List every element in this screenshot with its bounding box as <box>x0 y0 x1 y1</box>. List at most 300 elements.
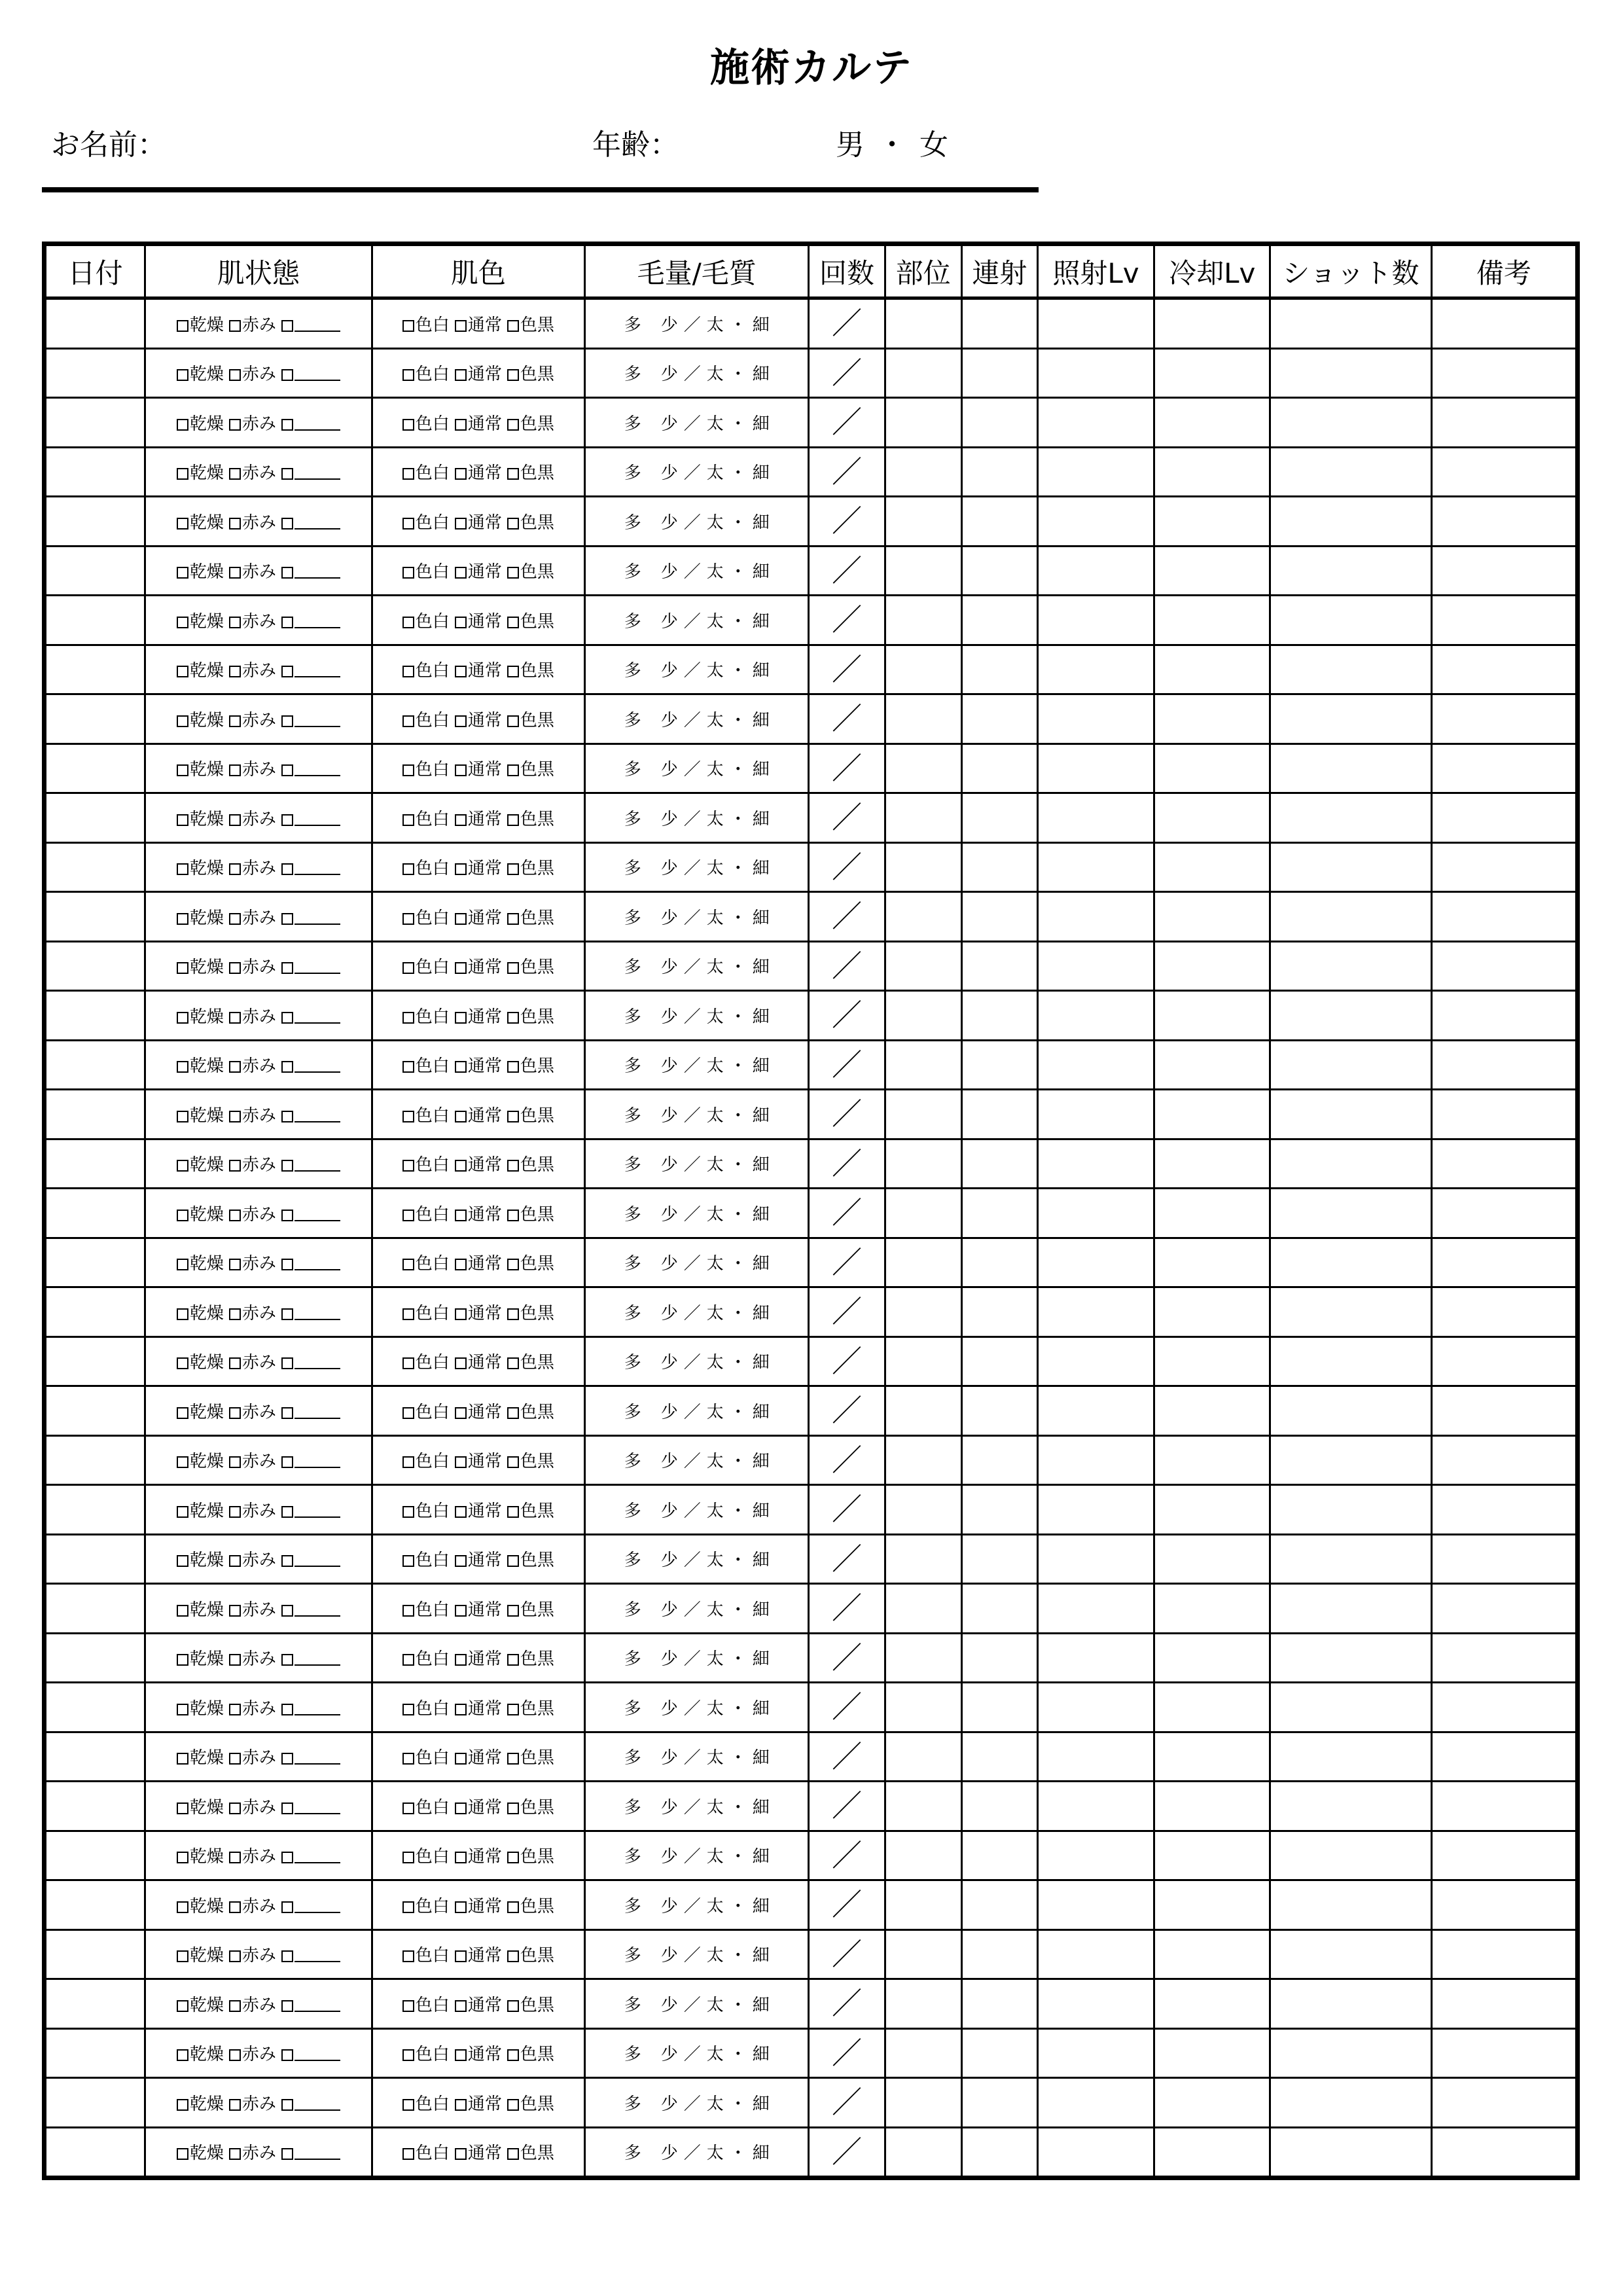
checkbox-dry[interactable] <box>177 905 224 929</box>
checkbox-other[interactable] <box>281 810 340 829</box>
hair-many[interactable]: 多 <box>624 710 641 730</box>
other-blank-line[interactable] <box>294 2096 340 2111</box>
checkbox-fair[interactable] <box>402 509 450 533</box>
count-cell[interactable] <box>809 1534 885 1584</box>
hair-many[interactable]: 多 <box>624 859 641 879</box>
rapid-fire-cell[interactable] <box>961 1534 1037 1584</box>
body-part-cell[interactable] <box>885 1435 961 1485</box>
rapid-fire-cell[interactable] <box>961 1831 1037 1880</box>
checkbox-fair[interactable] <box>402 954 450 978</box>
hair-thick[interactable]: 太 <box>706 2094 724 2114</box>
hair-thin[interactable]: 細 <box>752 1847 770 1867</box>
checkbox-fair[interactable] <box>402 1942 450 1966</box>
checkbox-other[interactable] <box>281 711 340 730</box>
checkbox-normal[interactable] <box>455 1794 502 1818</box>
body-part-cell[interactable] <box>885 1929 961 1979</box>
checkbox-other[interactable] <box>281 1798 340 1818</box>
checkbox-redness[interactable] <box>229 1498 276 1522</box>
hair-thick[interactable]: 太 <box>706 661 724 681</box>
body-part-cell[interactable] <box>885 1584 961 1634</box>
shot-count-cell[interactable] <box>1270 1435 1431 1485</box>
date-cell[interactable] <box>45 596 145 645</box>
count-cell[interactable] <box>809 1040 885 1090</box>
hair-many[interactable]: 多 <box>624 661 641 681</box>
other-blank-line[interactable] <box>294 1405 340 1419</box>
irradiation-level-cell[interactable] <box>1037 497 1154 547</box>
rapid-fire-cell[interactable] <box>961 596 1037 645</box>
irradiation-level-cell[interactable] <box>1037 2028 1154 2078</box>
rapid-fire-cell[interactable] <box>961 1040 1037 1090</box>
checkbox-dry[interactable] <box>177 1498 224 1522</box>
cooling-level-cell[interactable] <box>1154 1485 1270 1535</box>
hair-few[interactable]: 少 <box>660 562 678 583</box>
notes-cell[interactable] <box>1431 1386 1577 1436</box>
other-blank-line[interactable] <box>294 465 340 480</box>
checkbox-fair[interactable] <box>402 905 450 929</box>
hair-thin[interactable]: 細 <box>752 1797 770 1818</box>
shot-count-cell[interactable] <box>1270 1040 1431 1090</box>
body-part-cell[interactable] <box>885 694 961 744</box>
count-cell[interactable] <box>809 744 885 793</box>
checkbox-fair[interactable] <box>402 657 450 681</box>
notes-cell[interactable] <box>1431 1485 1577 1535</box>
date-cell[interactable] <box>45 1336 145 1386</box>
checkbox-redness[interactable] <box>229 954 276 978</box>
rapid-fire-cell[interactable] <box>961 991 1037 1041</box>
date-cell[interactable] <box>45 348 145 398</box>
checkbox-dry[interactable] <box>177 608 224 632</box>
hair-few[interactable]: 少 <box>660 1105 678 1126</box>
hair-thin[interactable]: 細 <box>752 661 770 681</box>
hair-many[interactable]: 多 <box>624 809 641 829</box>
hair-many[interactable]: 多 <box>624 1501 641 1521</box>
checkbox-redness[interactable] <box>229 1992 276 2016</box>
checkbox-redness[interactable] <box>229 1596 276 1621</box>
checkbox-fair[interactable] <box>402 312 450 336</box>
other-blank-line[interactable] <box>294 762 340 776</box>
date-cell[interactable] <box>45 1139 145 1189</box>
cooling-level-cell[interactable] <box>1154 1782 1270 1831</box>
checkbox-dry[interactable] <box>177 1843 224 1867</box>
notes-cell[interactable] <box>1431 1929 1577 1979</box>
checkbox-redness[interactable] <box>229 459 276 484</box>
notes-cell[interactable] <box>1431 1633 1577 1683</box>
checkbox-dry[interactable] <box>177 361 224 385</box>
count-cell[interactable] <box>809 1683 885 1732</box>
hair-many[interactable]: 多 <box>624 958 641 978</box>
checkbox-other[interactable] <box>281 859 340 878</box>
cooling-level-cell[interactable] <box>1154 348 1270 398</box>
notes-cell[interactable] <box>1431 1336 1577 1386</box>
checkbox-dry[interactable] <box>177 1151 224 1175</box>
body-part-cell[interactable] <box>885 298 961 349</box>
checkbox-other[interactable] <box>281 1897 340 1916</box>
hair-thin[interactable]: 細 <box>752 365 770 385</box>
notes-cell[interactable] <box>1431 1683 1577 1732</box>
hair-thin[interactable]: 細 <box>752 710 770 730</box>
checkbox-redness[interactable] <box>229 1893 276 1917</box>
checkbox-normal[interactable] <box>455 855 502 879</box>
hair-many[interactable]: 多 <box>624 414 641 434</box>
hair-many[interactable]: 多 <box>624 1847 641 1867</box>
checkbox-other[interactable] <box>281 760 340 780</box>
checkbox-dry[interactable] <box>177 1052 224 1077</box>
cooling-level-cell[interactable] <box>1154 941 1270 991</box>
rapid-fire-cell[interactable] <box>961 941 1037 991</box>
other-blank-line[interactable] <box>294 367 340 381</box>
hair-few[interactable]: 少 <box>660 1748 678 1768</box>
shot-count-cell[interactable] <box>1270 2127 1431 2178</box>
other-blank-line[interactable] <box>294 1009 340 1024</box>
cooling-level-cell[interactable] <box>1154 645 1270 694</box>
checkbox-dry[interactable] <box>177 1003 224 1028</box>
hair-few[interactable]: 少 <box>660 1452 678 1472</box>
checkbox-dry[interactable] <box>177 1596 224 1621</box>
irradiation-level-cell[interactable] <box>1037 1979 1154 2029</box>
checkbox-other[interactable] <box>281 1748 340 1768</box>
name-field[interactable] <box>51 126 166 165</box>
hair-thin[interactable]: 細 <box>752 1056 770 1077</box>
date-cell[interactable] <box>45 1633 145 1683</box>
notes-cell[interactable] <box>1431 892 1577 942</box>
checkbox-normal[interactable] <box>455 1547 502 1571</box>
hair-thin[interactable]: 細 <box>752 1698 770 1719</box>
hair-few[interactable]: 少 <box>660 315 678 335</box>
body-part-cell[interactable] <box>885 1287 961 1337</box>
hair-many[interactable]: 多 <box>624 365 641 385</box>
cooling-level-cell[interactable] <box>1154 744 1270 793</box>
checkbox-fair[interactable] <box>402 459 450 484</box>
irradiation-level-cell[interactable] <box>1037 892 1154 942</box>
checkbox-dark[interactable] <box>507 1992 554 2016</box>
hair-thick[interactable]: 太 <box>706 1896 724 1916</box>
hair-few[interactable]: 少 <box>660 1551 678 1571</box>
body-part-cell[interactable] <box>885 991 961 1041</box>
irradiation-level-cell[interactable] <box>1037 1782 1154 1831</box>
hair-many[interactable]: 多 <box>624 1698 641 1719</box>
date-cell[interactable] <box>45 1683 145 1732</box>
notes-cell[interactable] <box>1431 447 1577 497</box>
checkbox-redness[interactable] <box>229 1942 276 1966</box>
checkbox-redness[interactable] <box>229 1300 276 1324</box>
notes-cell[interactable] <box>1431 1584 1577 1634</box>
checkbox-dry[interactable] <box>177 707 224 731</box>
notes-cell[interactable] <box>1431 1782 1577 1831</box>
checkbox-dark[interactable] <box>507 1893 554 1917</box>
hair-thick[interactable]: 太 <box>706 463 724 484</box>
checkbox-dry[interactable] <box>177 756 224 780</box>
date-cell[interactable] <box>45 645 145 694</box>
notes-cell[interactable] <box>1431 941 1577 991</box>
cooling-level-cell[interactable] <box>1154 2127 1270 2178</box>
count-cell[interactable] <box>809 2078 885 2128</box>
checkbox-dry[interactable] <box>177 954 224 978</box>
shot-count-cell[interactable] <box>1270 1139 1431 1189</box>
checkbox-fair[interactable] <box>402 410 450 435</box>
other-blank-line[interactable] <box>294 564 340 579</box>
checkbox-dark[interactable] <box>507 1250 554 1274</box>
irradiation-level-cell[interactable] <box>1037 1090 1154 1139</box>
other-blank-line[interactable] <box>294 1552 340 1567</box>
hair-many[interactable]: 多 <box>624 2045 641 2065</box>
cooling-level-cell[interactable] <box>1154 1386 1270 1436</box>
shot-count-cell[interactable] <box>1270 398 1431 448</box>
checkbox-normal[interactable] <box>455 1744 502 1768</box>
shot-count-cell[interactable] <box>1270 1584 1431 1634</box>
irradiation-level-cell[interactable] <box>1037 1584 1154 1634</box>
hair-thick[interactable]: 太 <box>706 1551 724 1571</box>
checkbox-other[interactable] <box>281 1205 340 1225</box>
hair-thick[interactable]: 太 <box>706 1254 724 1274</box>
notes-cell[interactable] <box>1431 645 1577 694</box>
hair-few[interactable]: 少 <box>660 1254 678 1274</box>
other-blank-line[interactable] <box>294 1998 340 2012</box>
notes-cell[interactable] <box>1431 1139 1577 1189</box>
irradiation-level-cell[interactable] <box>1037 1040 1154 1090</box>
checkbox-dark[interactable] <box>507 509 554 533</box>
other-blank-line[interactable] <box>294 1058 340 1073</box>
body-part-cell[interactable] <box>885 1238 961 1287</box>
body-part-cell[interactable] <box>885 497 961 547</box>
hair-few[interactable]: 少 <box>660 1698 678 1719</box>
rapid-fire-cell[interactable] <box>961 1287 1037 1337</box>
other-blank-line[interactable] <box>294 1256 340 1270</box>
age-field[interactable] <box>592 126 679 165</box>
notes-cell[interactable] <box>1431 497 1577 547</box>
checkbox-other[interactable] <box>281 1996 340 2015</box>
checkbox-fair[interactable] <box>402 608 450 632</box>
cooling-level-cell[interactable] <box>1154 991 1270 1041</box>
checkbox-normal[interactable] <box>455 312 502 336</box>
cooling-level-cell[interactable] <box>1154 1534 1270 1584</box>
checkbox-other[interactable] <box>281 562 340 582</box>
hair-few[interactable]: 少 <box>660 2045 678 2065</box>
hair-many[interactable]: 多 <box>624 1748 641 1768</box>
checkbox-dry[interactable] <box>177 1645 224 1670</box>
checkbox-dark[interactable] <box>507 1498 554 1522</box>
irradiation-level-cell[interactable] <box>1037 1287 1154 1337</box>
cooling-level-cell[interactable] <box>1154 892 1270 942</box>
body-part-cell[interactable] <box>885 1139 961 1189</box>
hair-many[interactable]: 多 <box>624 1353 641 1373</box>
hair-thick[interactable]: 太 <box>706 414 724 434</box>
date-cell[interactable] <box>45 1386 145 1436</box>
body-part-cell[interactable] <box>885 744 961 793</box>
count-cell[interactable] <box>809 596 885 645</box>
checkbox-other[interactable] <box>281 1699 340 1719</box>
checkbox-dry[interactable] <box>177 1942 224 1966</box>
irradiation-level-cell[interactable] <box>1037 744 1154 793</box>
irradiation-level-cell[interactable] <box>1037 1139 1154 1189</box>
body-part-cell[interactable] <box>885 348 961 398</box>
hair-thin[interactable]: 細 <box>752 1303 770 1323</box>
checkbox-dark[interactable] <box>507 1547 554 1571</box>
checkbox-other[interactable] <box>281 1254 340 1274</box>
hair-thick[interactable]: 太 <box>706 1452 724 1472</box>
hair-many[interactable]: 多 <box>624 1896 641 1916</box>
rapid-fire-cell[interactable] <box>961 1979 1037 2029</box>
date-cell[interactable] <box>45 1435 145 1485</box>
date-cell[interactable] <box>45 1485 145 1535</box>
irradiation-level-cell[interactable] <box>1037 1534 1154 1584</box>
body-part-cell[interactable] <box>885 1534 961 1584</box>
checkbox-fair[interactable] <box>402 1547 450 1571</box>
date-cell[interactable] <box>45 744 145 793</box>
shot-count-cell[interactable] <box>1270 1831 1431 1880</box>
date-cell[interactable] <box>45 1090 145 1139</box>
hair-thin[interactable]: 細 <box>752 1452 770 1472</box>
checkbox-normal[interactable] <box>455 1695 502 1719</box>
body-part-cell[interactable] <box>885 842 961 892</box>
checkbox-normal[interactable] <box>455 707 502 731</box>
other-blank-line[interactable] <box>294 2047 340 2061</box>
checkbox-fair[interactable] <box>402 756 450 780</box>
hair-few[interactable]: 少 <box>660 1847 678 1867</box>
body-part-cell[interactable] <box>885 2127 961 2178</box>
notes-cell[interactable] <box>1431 1189 1577 1238</box>
hair-thick[interactable]: 太 <box>706 1155 724 1175</box>
rapid-fire-cell[interactable] <box>961 546 1037 596</box>
rapid-fire-cell[interactable] <box>961 298 1037 349</box>
hair-few[interactable]: 少 <box>660 908 678 928</box>
shot-count-cell[interactable] <box>1270 546 1431 596</box>
hair-few[interactable]: 少 <box>660 2144 678 2164</box>
rapid-fire-cell[interactable] <box>961 497 1037 547</box>
hair-few[interactable]: 少 <box>660 859 678 879</box>
shot-count-cell[interactable] <box>1270 2078 1431 2128</box>
checkbox-dry[interactable] <box>177 806 224 830</box>
checkbox-other[interactable] <box>281 1403 340 1422</box>
checkbox-fair[interactable] <box>402 2041 450 2065</box>
checkbox-fair[interactable] <box>402 1744 450 1768</box>
other-blank-line[interactable] <box>294 1899 340 1913</box>
shot-count-cell[interactable] <box>1270 1880 1431 1930</box>
checkbox-fair[interactable] <box>402 707 450 731</box>
checkbox-redness[interactable] <box>229 1003 276 1028</box>
checkbox-dark[interactable] <box>507 1794 554 1818</box>
checkbox-other[interactable] <box>281 661 340 681</box>
body-part-cell[interactable] <box>885 1732 961 1782</box>
hair-thin[interactable]: 細 <box>752 908 770 928</box>
checkbox-normal[interactable] <box>455 2090 502 2115</box>
irradiation-level-cell[interactable] <box>1037 596 1154 645</box>
hair-thin[interactable]: 細 <box>752 414 770 434</box>
notes-cell[interactable] <box>1431 991 1577 1041</box>
hair-thin[interactable]: 細 <box>752 1600 770 1620</box>
shot-count-cell[interactable] <box>1270 1287 1431 1337</box>
shot-count-cell[interactable] <box>1270 2028 1431 2078</box>
date-cell[interactable] <box>45 941 145 991</box>
checkbox-other[interactable] <box>281 463 340 483</box>
date-cell[interactable] <box>45 1831 145 1880</box>
irradiation-level-cell[interactable] <box>1037 2127 1154 2178</box>
hair-few[interactable]: 少 <box>660 1155 678 1175</box>
rapid-fire-cell[interactable] <box>961 1435 1037 1485</box>
rapid-fire-cell[interactable] <box>961 2127 1037 2178</box>
hair-few[interactable]: 少 <box>660 760 678 780</box>
notes-cell[interactable] <box>1431 2028 1577 2078</box>
checkbox-normal[interactable] <box>455 410 502 435</box>
hair-few[interactable]: 少 <box>660 1797 678 1818</box>
date-cell[interactable] <box>45 2028 145 2078</box>
other-blank-line[interactable] <box>294 1108 340 1122</box>
count-cell[interactable] <box>809 1979 885 2029</box>
checkbox-dark[interactable] <box>507 410 554 435</box>
irradiation-level-cell[interactable] <box>1037 1831 1154 1880</box>
irradiation-level-cell[interactable] <box>1037 1732 1154 1782</box>
count-cell[interactable] <box>809 793 885 843</box>
hair-thick[interactable]: 太 <box>706 1748 724 1768</box>
body-part-cell[interactable] <box>885 1782 961 1831</box>
cooling-level-cell[interactable] <box>1154 546 1270 596</box>
checkbox-redness[interactable] <box>229 2090 276 2115</box>
checkbox-dry[interactable] <box>177 459 224 484</box>
hair-few[interactable]: 少 <box>660 1204 678 1225</box>
hair-thick[interactable]: 太 <box>706 1501 724 1521</box>
hair-many[interactable]: 多 <box>624 908 641 928</box>
checkbox-dark[interactable] <box>507 2041 554 2065</box>
rapid-fire-cell[interactable] <box>961 1732 1037 1782</box>
rapid-fire-cell[interactable] <box>961 1584 1037 1634</box>
hair-thin[interactable]: 細 <box>752 809 770 829</box>
cooling-level-cell[interactable] <box>1154 497 1270 547</box>
other-blank-line[interactable] <box>294 1306 340 1320</box>
notes-cell[interactable] <box>1431 298 1577 349</box>
checkbox-redness[interactable] <box>229 1695 276 1719</box>
hair-few[interactable]: 少 <box>660 463 678 484</box>
checkbox-normal[interactable] <box>455 1250 502 1274</box>
body-part-cell[interactable] <box>885 1090 961 1139</box>
rapid-fire-cell[interactable] <box>961 842 1037 892</box>
count-cell[interactable] <box>809 1090 885 1139</box>
checkbox-fair[interactable] <box>402 558 450 583</box>
irradiation-level-cell[interactable] <box>1037 348 1154 398</box>
other-blank-line[interactable] <box>294 713 340 727</box>
count-cell[interactable] <box>809 1238 885 1287</box>
date-cell[interactable] <box>45 298 145 349</box>
hair-many[interactable]: 多 <box>624 2144 641 2164</box>
checkbox-normal[interactable] <box>455 2041 502 2065</box>
hair-thin[interactable]: 細 <box>752 1155 770 1175</box>
checkbox-fair[interactable] <box>402 1003 450 1028</box>
count-cell[interactable] <box>809 497 885 547</box>
checkbox-dry[interactable] <box>177 1300 224 1324</box>
hair-thick[interactable]: 太 <box>706 1946 724 1966</box>
checkbox-other[interactable] <box>281 1649 340 1669</box>
checkbox-normal[interactable] <box>455 1942 502 1966</box>
checkbox-normal[interactable] <box>455 1596 502 1621</box>
shot-count-cell[interactable] <box>1270 991 1431 1041</box>
count-cell[interactable] <box>809 546 885 596</box>
checkbox-dark[interactable] <box>507 459 554 484</box>
irradiation-level-cell[interactable] <box>1037 694 1154 744</box>
rapid-fire-cell[interactable] <box>961 1386 1037 1436</box>
other-blank-line[interactable] <box>294 1651 340 1666</box>
irradiation-level-cell[interactable] <box>1037 645 1154 694</box>
notes-cell[interactable] <box>1431 348 1577 398</box>
checkbox-redness[interactable] <box>229 1399 276 1423</box>
notes-cell[interactable] <box>1431 1090 1577 1139</box>
count-cell[interactable] <box>809 1782 885 1831</box>
hair-thin[interactable]: 細 <box>752 1501 770 1521</box>
hair-few[interactable]: 少 <box>660 1402 678 1422</box>
body-part-cell[interactable] <box>885 546 961 596</box>
rapid-fire-cell[interactable] <box>961 1238 1037 1287</box>
checkbox-normal[interactable] <box>455 361 502 385</box>
notes-cell[interactable] <box>1431 596 1577 645</box>
notes-cell[interactable] <box>1431 1880 1577 1930</box>
date-cell[interactable] <box>45 1287 145 1337</box>
